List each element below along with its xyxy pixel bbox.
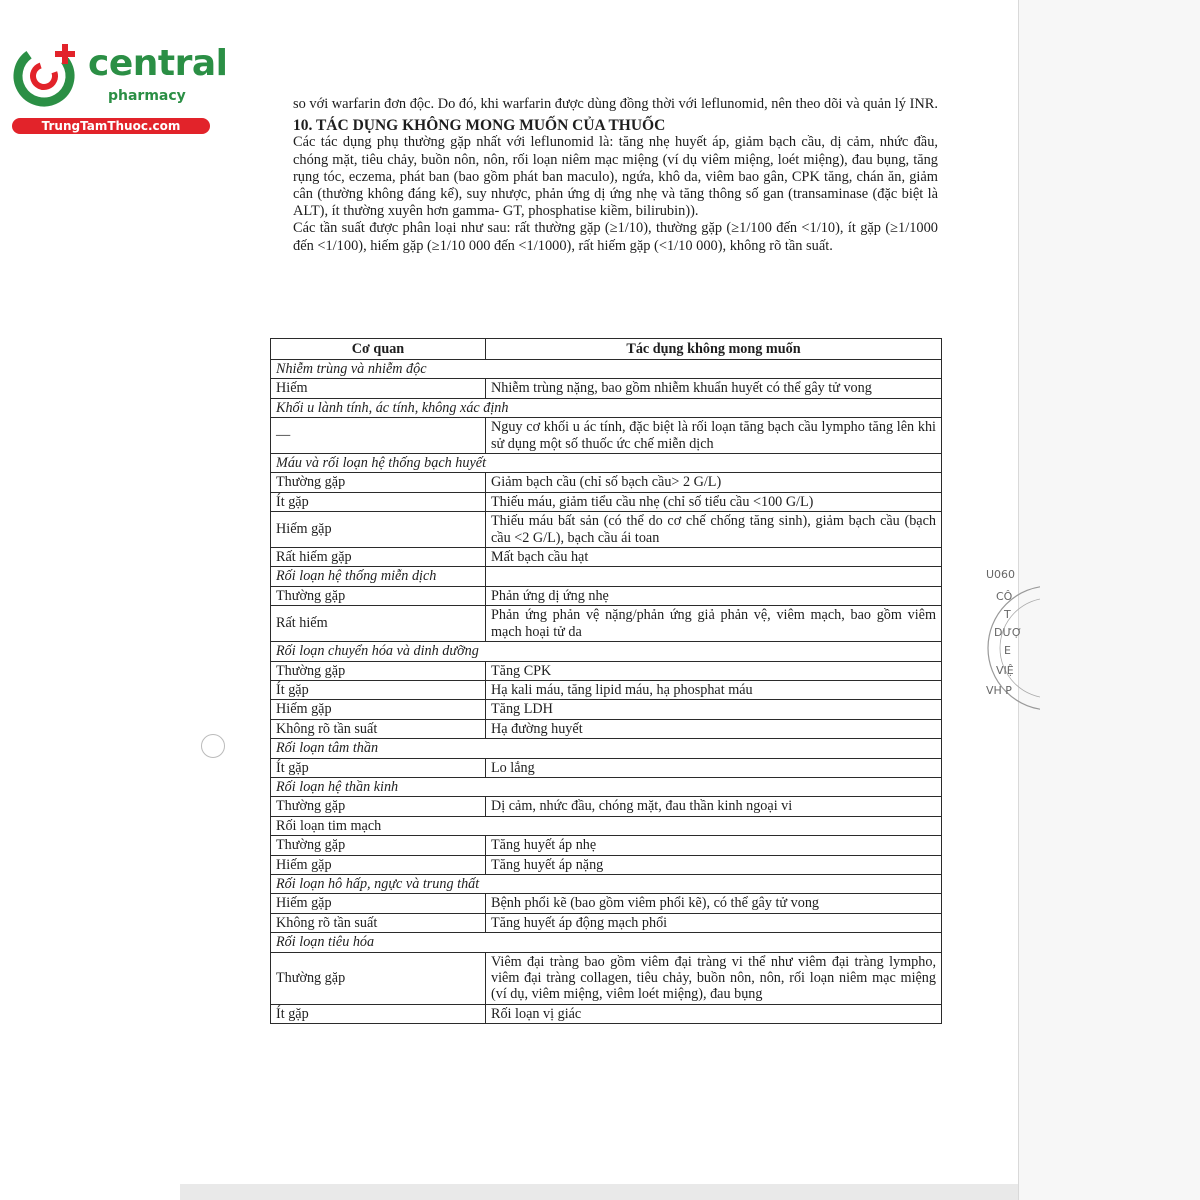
effect-cell: Mất bạch cầu hạt bbox=[486, 548, 942, 567]
punch-hole bbox=[201, 734, 225, 758]
table-section-row bbox=[271, 739, 942, 758]
effect-cell: Dị cảm, nhức đầu, chóng mặt, đau thần kinh ngoại vi bbox=[486, 797, 942, 816]
table-row bbox=[271, 700, 942, 719]
table-row bbox=[271, 1004, 942, 1023]
table-section-row bbox=[271, 642, 942, 661]
frequency-cell: — bbox=[271, 418, 486, 454]
table-row bbox=[271, 913, 942, 932]
frequency-cell: Ít gặp bbox=[271, 758, 486, 777]
frequency-cell: Thường gặp bbox=[271, 661, 486, 680]
effect-cell: Nhiễm trùng nặng, bao gồm nhiễm khuẩn huyết có thể gây tử vong bbox=[486, 379, 942, 398]
table-section-row bbox=[271, 567, 942, 586]
table-row bbox=[271, 586, 942, 605]
table-row bbox=[271, 680, 942, 699]
frequency-cell: Ít gặp bbox=[271, 492, 486, 511]
frequency-cell: Hiếm gặp bbox=[271, 894, 486, 913]
table-header-row bbox=[271, 339, 942, 360]
paper-edge bbox=[1018, 0, 1200, 1200]
effect-cell: Giảm bạch cầu (chỉ số bạch cầu> 2 G/L) bbox=[486, 473, 942, 492]
stamp-text: CÔ bbox=[996, 590, 1013, 603]
frequency-cell: Rất hiếm gặp bbox=[271, 548, 486, 567]
table-row bbox=[271, 548, 942, 567]
table-row bbox=[271, 473, 942, 492]
section-heading: 10. TÁC DỤNG KHÔNG MONG MUỐN CỦA THUỐC bbox=[293, 117, 666, 135]
stamp-text: VIỆ bbox=[996, 664, 1014, 677]
table-section-row bbox=[271, 933, 942, 952]
section-title: Rối loạn tim mạch bbox=[271, 816, 942, 835]
paragraph-common-effects: Các tác dụng phụ thường gặp nhất với leflunomid là: tăng nhẹ huyết áp, giảm bạch cầu, dị cảm, nhức đầu, chóng mặt, tiêu chảy, buồn nôn, nôn, rối loạn niêm mạc miệng (ví dụ viêm miệng, loét miệng), đau bụng, tăng rụng tóc, eczema, phát ban (bao gồm phát ban maculo), ngứa, khô da, viêm bao gân, CPK tăng, chán ăn, giảm cân (thường không đáng kể), suy nhược, phản ứng dị ứng nhẹ và tăng thông số gan (transaminase (đặc biệt là ALT), ít thường xuyên hơn gamma- GT, phosphatise kiềm, bilirubin)). bbox=[293, 134, 938, 220]
table-row bbox=[271, 797, 942, 816]
effect-cell: Lo lắng bbox=[486, 758, 942, 777]
frequency-cell: Hiếm bbox=[271, 379, 486, 398]
section-title: Rối loạn tiêu hóa bbox=[271, 933, 942, 952]
frequency-cell: Thường gặp bbox=[271, 586, 486, 605]
effect-cell: Tăng LDH bbox=[486, 700, 942, 719]
effect-cell: Phản ứng phản vệ nặng/phản ứng giả phản vệ, viêm mạch, bao gồm viêm mạch hoại tử da bbox=[486, 606, 942, 642]
table-row bbox=[271, 894, 942, 913]
effect-cell: Rối loạn vị giác bbox=[486, 1004, 942, 1023]
section-title: Rối loạn tâm thần bbox=[271, 739, 942, 758]
effect-cell: Hạ đường huyết bbox=[486, 719, 942, 738]
table-section-row bbox=[271, 398, 942, 417]
stamp-fragment bbox=[980, 568, 1040, 728]
section-empty-cell bbox=[486, 567, 942, 586]
table-row bbox=[271, 512, 942, 548]
logo-url: TrungTamThuoc.com bbox=[12, 118, 210, 134]
column-header-organ: Cơ quan bbox=[271, 339, 486, 360]
stamp-text: U060 bbox=[986, 568, 1016, 581]
stamp-text: E bbox=[1004, 644, 1011, 657]
table-section-row bbox=[271, 777, 942, 796]
column-header-effect: Tác dụng không mong muốn bbox=[486, 339, 942, 360]
table-row bbox=[271, 952, 942, 1004]
table-section-row bbox=[271, 454, 942, 473]
frequency-cell: Thường gặp bbox=[271, 473, 486, 492]
section-title: Khối u lành tính, ác tính, không xác định bbox=[271, 398, 942, 417]
stamp-text: VH P bbox=[986, 684, 1012, 697]
table-section-row bbox=[271, 816, 942, 835]
effect-cell: Hạ kali máu, tăng lipid máu, hạ phosphat máu bbox=[486, 680, 942, 699]
intro-text: so với warfarin đơn độc. Do đó, khi warfarin được dùng đồng thời với leflunomid, nên theo dõi và quản lý INR. bbox=[293, 96, 938, 112]
table-row bbox=[271, 379, 942, 398]
section-title: Rối loạn hệ thống miễn dịch bbox=[271, 567, 486, 586]
paragraph-frequencies: Các tần suất được phân loại như sau: rất thường gặp (≥1/10), thường gặp (≥1/100 đến <1/10), ít gặp (≥1/1000 đến <1/100), hiếm gặp (≥1/10 000 đến <1/1000), rất hiếm gặp (<1/10 000), không rõ tần suất. bbox=[293, 220, 938, 254]
frequency-cell: Rất hiếm bbox=[271, 606, 486, 642]
document-body bbox=[293, 96, 938, 255]
table-row bbox=[271, 758, 942, 777]
section-title: Rối loạn hô hấp, ngực và trung thất bbox=[271, 874, 942, 893]
frequency-cell: Không rõ tần suất bbox=[271, 719, 486, 738]
frequency-cell: Thường gặp bbox=[271, 952, 486, 1004]
paper-bottom-edge bbox=[180, 1184, 1018, 1200]
stamp-text: T bbox=[1004, 608, 1011, 621]
frequency-cell: Không rõ tần suất bbox=[271, 913, 486, 932]
frequency-cell: Thường gặp bbox=[271, 797, 486, 816]
frequency-cell: Ít gặp bbox=[271, 680, 486, 699]
central-pharmacy-logo[interactable] bbox=[10, 38, 228, 138]
effect-cell: Phản ứng dị ứng nhẹ bbox=[486, 586, 942, 605]
effect-cell: Tăng huyết áp động mạch phổi bbox=[486, 913, 942, 932]
table-section-row bbox=[271, 874, 942, 893]
table-row bbox=[271, 606, 942, 642]
effect-cell: Thiếu máu bất sản (có thể do cơ chế chống tăng sinh), giảm bạch cầu (bạch cầu <2 G/L), bạch cầu ái toan bbox=[486, 512, 942, 548]
table-section-row bbox=[271, 360, 942, 379]
table-body bbox=[271, 360, 942, 1024]
effect-cell: Viêm đại tràng bao gồm viêm đại tràng vi thể như viêm đại tràng lympho, viêm đại tràng collagen, tiêu chảy, buồn nôn, nôn, rối loạn niêm mạc miệng (ví dụ, viêm miệng, viêm loét miệng), đau bụng bbox=[486, 952, 942, 1004]
table-row bbox=[271, 418, 942, 454]
effect-cell: Thiếu máu, giảm tiểu cầu nhẹ (chỉ số tiểu cầu <100 G/L) bbox=[486, 492, 942, 511]
section-title: Rối loạn hệ thần kinh bbox=[271, 777, 942, 796]
frequency-cell: Hiếm gặp bbox=[271, 855, 486, 874]
effect-cell: Nguy cơ khối u ác tính, đặc biệt là rối loạn tăng bạch cầu lympho tăng lên khi sử dụng một số thuốc ức chế miễn dịch bbox=[486, 418, 942, 454]
logo-name: central bbox=[88, 43, 228, 84]
section-title: Nhiễm trùng và nhiễm độc bbox=[271, 360, 942, 379]
logo-subtitle: pharmacy bbox=[108, 88, 186, 104]
table-row bbox=[271, 719, 942, 738]
effect-cell: Tăng CPK bbox=[486, 661, 942, 680]
frequency-cell: Ít gặp bbox=[271, 1004, 486, 1023]
adverse-effects-table bbox=[270, 338, 942, 1024]
table-row bbox=[271, 661, 942, 680]
section-title: Rối loạn chuyển hóa và dinh dưỡng bbox=[271, 642, 942, 661]
frequency-cell: Hiếm gặp bbox=[271, 512, 486, 548]
table-row bbox=[271, 855, 942, 874]
frequency-cell: Thường gặp bbox=[271, 836, 486, 855]
stamp-text: DƯỢ bbox=[994, 626, 1022, 639]
logo-mark-icon bbox=[10, 38, 82, 110]
frequency-cell: Hiếm gặp bbox=[271, 700, 486, 719]
effect-cell: Tăng huyết áp nặng bbox=[486, 855, 942, 874]
table-row bbox=[271, 492, 942, 511]
effect-cell: Tăng huyết áp nhẹ bbox=[486, 836, 942, 855]
table-row bbox=[271, 836, 942, 855]
section-title: Máu và rối loạn hệ thống bạch huyết bbox=[271, 454, 942, 473]
effect-cell: Bệnh phổi kẽ (bao gồm viêm phổi kẽ), có thể gây tử vong bbox=[486, 894, 942, 913]
